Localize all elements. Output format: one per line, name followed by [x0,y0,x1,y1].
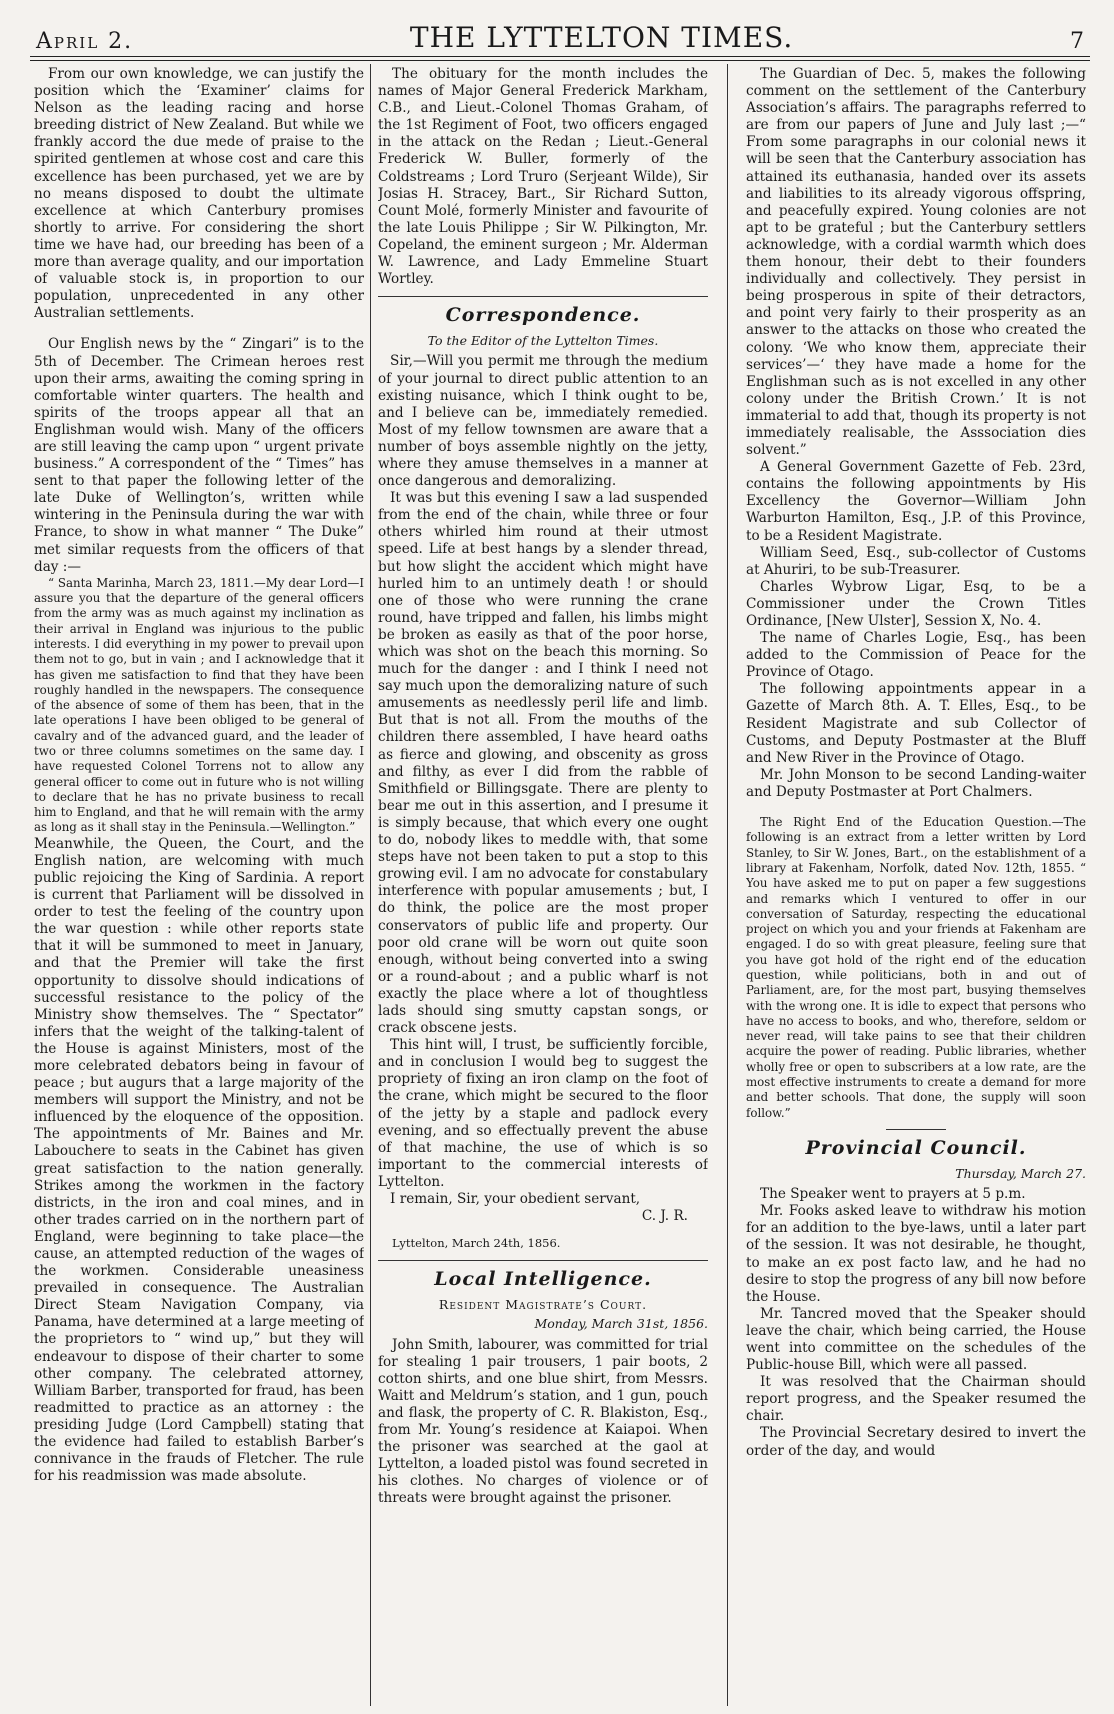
article-paragraph: Our English news by the “ Zingari” is to the 5th of December. The Crimean heroes rest upon their arms, awaiting the coming spring in comfortable winter quarters. The health and spirits of the troops appear all that an Englishman would wish. Many of the officers are still leaving the camp upon “ urgent private business.” A correspondent of the “ Times” has sent to that paper the following letter of the late Duke of Wellington’s, written while wintering in the Peninsula during the war with France, to show in what manner “ The Duke” met similar requests from the officers of that day :— [34,336,364,575]
masthead [36,14,1084,54]
appointment-paragraph: The name of Charles Logie, Esq., has been added to the Commission of Peace for the Province of Otago. [746,630,1086,681]
appointment-paragraph: William Seed, Esq., sub-collector of Customs at Ahuriri, to be sub-Treasurer. [746,544,1086,578]
section-rule [378,1260,708,1261]
letter-closing: I remain, Sir, your obedient servant, [390,1191,641,1207]
section-rule [378,296,708,297]
local-intelligence-heading: Local Intelligence. [434,1268,652,1291]
letter-dateline: Lyttelton, March 24th, 1856. [392,1236,561,1251]
column-divider [727,64,728,1706]
correspondence-letter [378,353,708,1252]
council-paragraph: The Provincial Secretary desired to invert the order of the day, and would [746,1425,1086,1459]
appointment-paragraph: The following appointments appear in a Gazette of March 8th. A. T. Elles, Esq., to be Resident Magistrate and sub Collector of Customs, and Deputy Postmaster at the Bluff and New River in the Province of Otago. [746,681,1086,766]
column-right [746,66,1086,1706]
appointment-paragraph: Mr. John Monson to be second Landing-waiter and Deputy Postmaster at Port Chalmers. [746,766,1086,800]
provincial-council-heading: Provincial Council. [805,1136,1027,1159]
correspondence-heading: Correspondence. [445,304,641,327]
council-paragraph: Mr. Tancred moved that the Speaker should leave the chair, which being carried, the House went into committee on the schedules of the Public-house Bill, which were all passed. [746,1305,1086,1374]
letter-paragraph: Sir,—Will you permit me through the medium of your journal to direct public attention to an existing nuisance, which I think ought to be, and I believe can be, immediately remedied. Most of my fellow townsmen are aware that a number of boys assemble nightly on the jetty, where they amuse themselves in a manner at once dangerous and demoralizing. [378,353,708,490]
page-number: 7 [1070,29,1084,54]
letter-paragraph: It was but this evening I saw a lad suspended from the end of the chain, while three or four others whirled him round at their utmost speed. Life at best hangs by a slender thread, but how slight the accident which might have hurled him to an untimely death ! or should one of those who were running the crane round, have tripped and fallen, his limbs might be broken as easily as that of the poor horse, which was shot on the beach this morning. So much for the danger : and I think I need not say much upon the demoralizing nature of such amusements as needlessly peril life and limb. But that is not all. From the mouths of the children there assembled, I have heard oaths as fierce and glowing, and obscenity as gross and filthy, as ever I did from the rabble of Smithfield or Billingsgate. There are plenty to bear me out in this assertion, and I presume it is simply because, that which every one ought to do, nobody likes to meddle with, that some steps have not been taken to put a stop to this growing evil. I am no advocate for constabulary interference with popular amusements ; but, I do think, the police are the most proper conservators of public life and property. Our poor old crane will be worn out quite soon enough, without being converted into a swing or a round-about ; and a public wharf is not exactly the place where a lot of thoughtless lads should sing smutty capstan songs, or crack obscene jests. [378,490,708,1037]
masthead-rule [30,56,1090,57]
section-rule [886,1129,946,1130]
letter-address: To the Editor of the Lyttelton Times. [427,333,659,349]
appointment-paragraph: Charles Wybrow Ligar, Esq, to be a Commissioner under the Crown Titles Ordinance, [New Ulster], Session X, No. 4. [746,578,1086,629]
council-paragraph: It was resolved that the Chairman should report progress, and the Speaker resumed the chair. [746,1374,1086,1425]
court-title: Resident Magistrate’s Court. [438,1297,648,1313]
education-paragraph: The Right End of the Education Question.—The following is an extract from a letter written by Lord Stanley, to Sir W. Jones, Bart., on the establishment of a library at Fakenham, Norfolk, dated Nov. 12th, 1855. “ You have asked me to put on paper a few suggestions and remarks which I ventured to offer in our conversation of Saturday, respecting the educational project on which you and your friends at Fakenham are engaged. I do so with great pleasure, feeling sure that you have got hold of the right end of the education question, while politicians, both in and out of Parliament, are, for the most part, busying themselves with the wrong one. It is idle to expect that persons who have no access to books, and who, therefore, seldom or never read, will take pains to see that their children acquire the power of reading. Public libraries, whether wholly free or open to subscribers at a low rate, are the most effective instruments to create a demand for more and better schools. That done, the supply will soon follow.” [746,815,1086,1120]
council-paragraph: The Speaker went to prayers at 5 p.m. [760,1186,1026,1203]
issue-date: April 2. [36,29,134,54]
newspaper-title: THE LYTTELTON TIMES. [409,21,794,54]
column-left [34,66,364,1706]
gazette-paragraph: A General Government Gazette of Feb. 23rd, contains the following appointments by His Excellency the Governor—William John Warburton Hamilton, Esq., J.P. of this Province, to be a Resident Magistrate. [746,459,1086,544]
column-divider [370,64,371,1706]
council-date: Thursday, March 27. [955,1166,1086,1182]
column-middle [378,66,708,1706]
article-paragraph: From our own knowledge, we can justify the position which the ‘Examiner’ claims for Nelson as the leading racing and horse breeding district of New Zealand. But while we frankly accord the due mede of praise to the spirited gentlemen at whose cost and care this excellence has been purchased, yet we are by no means disposed to doubt the ultimate excellence at which Canterbury promises shortly to arrive. For considering the short time we have had, our breeding has been of a more than average quality, and our importation of valuable stock is, in proportion to our population, unprecedented in any other Australian settlements. [34,66,364,322]
council-paragraph: Mr. Fooks asked leave to withdraw his motion for an addition to the bye-laws, until a later part of the session. It was not desirable, he thought, to make an ex post facto law, and he had no desire to stop the progress of any bill now before the House. [746,1203,1086,1305]
letter-signature: C. J. R. [641,1208,688,1225]
article-paragraph: Meanwhile, the Queen, the Court, and the English nation, are welcoming with much public rejoicing the King of Sardinia. A report is current that Parliament will be dissolved in order to test the feeling of the country upon the war question : while other reports state that it will be summoned to meet in January, and that the Premier will take the first opportunity to dissolve should indications of successful resistance to the policy of the Ministry show themselves. The “ Spectator” infers that the weight of the talking-talent of the House is against Ministers, most of the more celebrated debators being in favour of peace ; but augurs that a large majority of the members will support the Ministry, and not be influenced by the eloquence of the opposition. The appointments of Mr. Baines and Mr. Labouchere to seats in the Cabinet has given great satisfaction to the nation generally. Strikes among the workmen in the factory districts, in the iron and coal mines, and in other trades carried on in the northern part of England, were beginning to take place—the cause, an attempted reduction of the wages of the workmen. Considerable uneasiness prevailed in consequence. The Australian Direct Steam Navigation Company, via Panama, have determined at a large meeting of the proprietors to “ wind up,” but they will endeavour to dispose of their charter to some other company. The celebrated attorney, William Barber, transported for fraud, has been readmitted to practice as an attorney : the presiding Judge (Lord Campbell) stating that the evidence had failed to establish Barber’s connivance in the frauds of Fletcher. The rule for his readmission was made absolute. [34,835,364,1485]
court-date: Monday, March 31st, 1856. [534,1316,708,1332]
obituary-paragraph: The obituary for the month includes the names of Major General Frederick Markham, C.B., and Lieut.-Colonel Thomas Graham, of the 1st Regiment of Foot, two officers engaged in the attack on the Redan ; Lieut.-General Frederick W. Buller, formerly of the Coldstreams ; Lord Truro (Serjeant Wilde), Sir Josias H. Stracey, Bart., Sir Richard Sutton, Count Molé, formerly Minister and favourite of the late Louis Philippe ; Sir W. Pilkington, Mr. Copeland, the eminent surgeon ; Mr. Alderman W. Lawrence, and Lady Emmeline Stuart Wortley. [378,66,708,288]
wellington-letter: “ Santa Marinha, March 23, 1811.—My dear Lord—I assure you that the departure of the general officers from the army was as much against my inclination as their arrival in England was injurious to the public interests. I did everything in my power to prevail upon them not to go, but in vain ; and I acknowledge that it has given me satisfaction to find that they have been roughly handled in the newspapers. The consequence of the absence of some of them has been, that in the late operations I have been obliged to be general of cavalry and of the advanced guard, and the leader of two or three columns sometimes on the same day. I have requested Colonel Torrens not to allow any general officer to come out in future who is not willing to declare that he has no private business to recall him to England, and that he will remain with the army as long as it shall stay in the Peninsula.—Wellington.” [34,575,364,835]
letter-paragraph: This hint will, I trust, be sufficiently forcible, and in conclusion I would beg to suggest the propriety of fixing an iron clamp on the foot of the crane, which might be secured to the floor of the jetty by a staple and padlock every evening, and so effectually prevent the abuse of that machine, the use of which is so important to the commercial interests of Lyttelton. [378,1037,708,1190]
masthead-rule-thin [30,60,1090,61]
guardian-paragraph: The Guardian of Dec. 5, makes the following comment on the settlement of the Canterbury Association’s affairs. The paragraphs referred to are from our papers of June and July last ;—“ From some paragraphs in our colonial news it will be seen that the Canterbury association has attained its euthanasia, handed over its assets and liabilities to its already vigorous offspring, and peacefully expired. Young colonies are not apt to be grateful ; but the Canterbury settlers acknowledge, with a cordial warmth which does them honour, their debt to their founders individually and collectively. They persist in being prosperous in spite of their detractors, and point very fairly to their prosperity as an answer to the attacks on those who created the colony. ‘We who know them, appreciate their services’—‘ they have made a home for the Englishman such as is not excelled in any other colony under the British Crown.’ It is not immaterial to add that, though its property is not immediately realisable, the Asssociation dies solvent.” [746,66,1086,459]
court-report: John Smith, labourer, was committed for trial for stealing 1 pair trousers, 1 pair boots, 2 cotton shirts, and one blue shirt, from Messrs. Waitt and Meldrum’s station, and 1 gun, pouch and flask, the property of C. R. Blakiston, Esq., from Mr. Young’s residence at Kaiapoi. When the prisoner was searched at the gaol at Lyttelton, a loaded pistol was found secreted in his clothes. No charges of violence or of threats were brought against the prisoner. [378,1336,708,1507]
